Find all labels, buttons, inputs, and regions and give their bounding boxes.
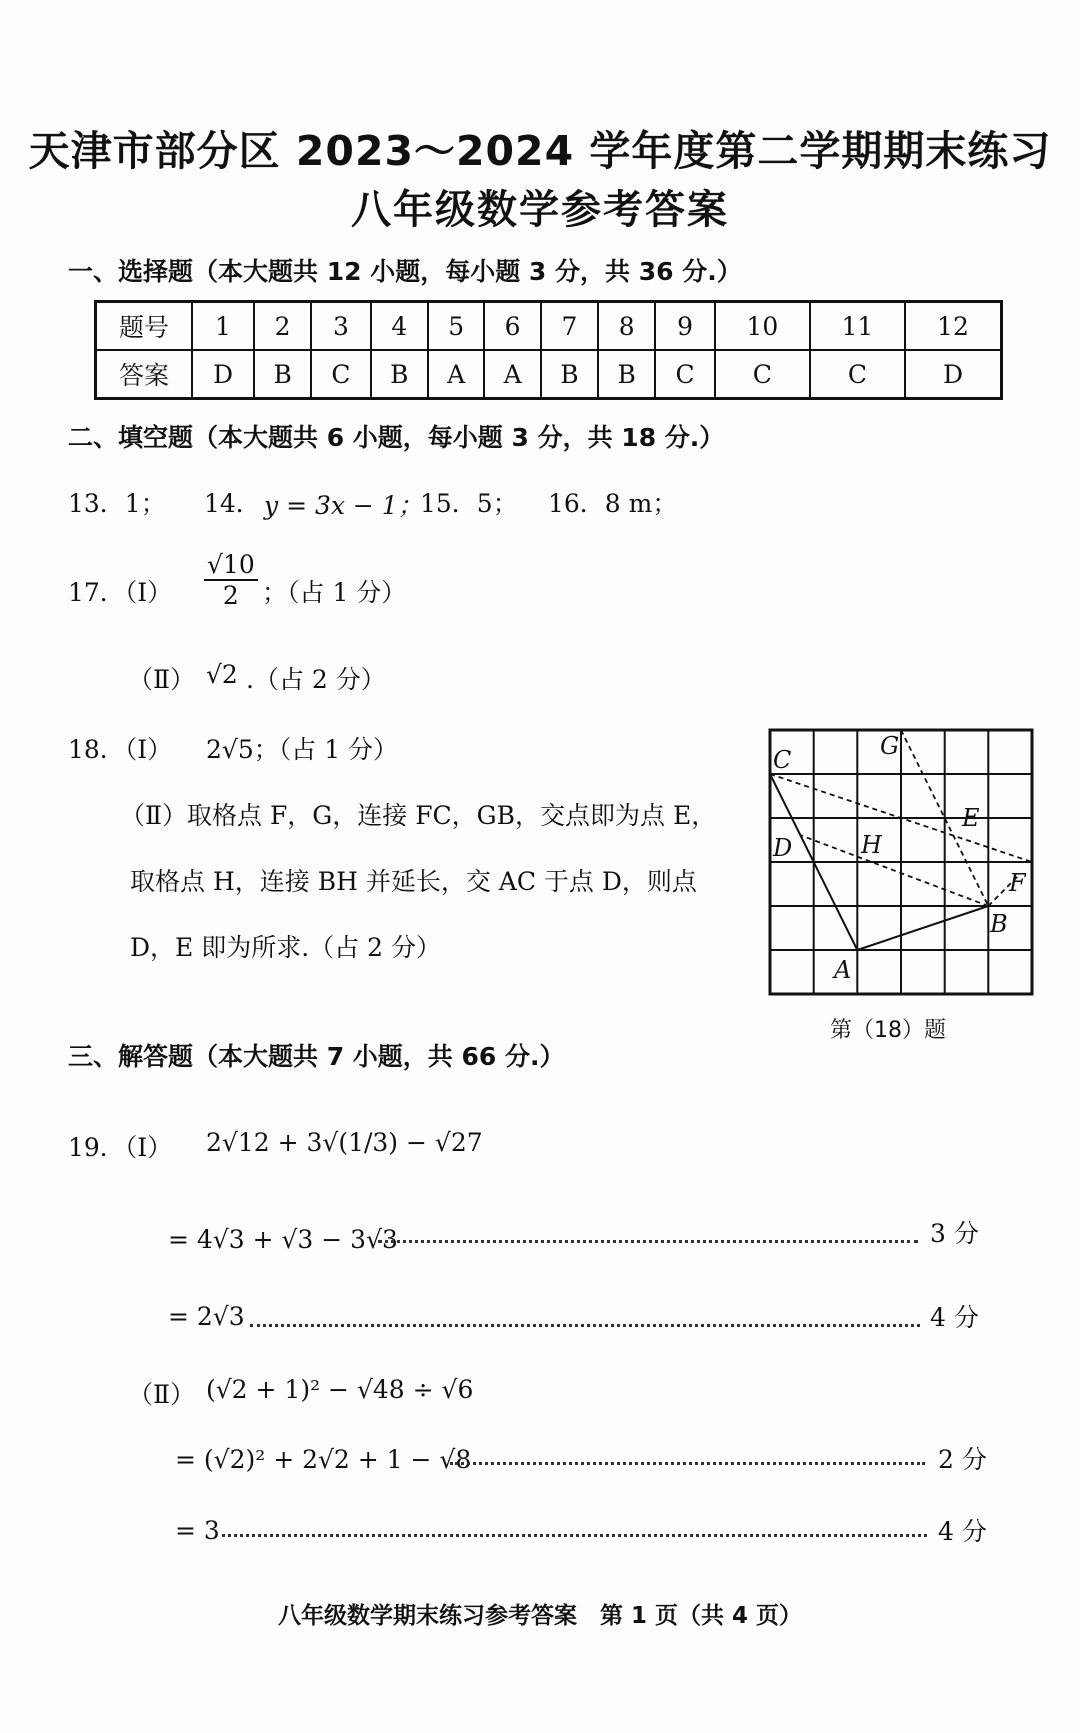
answer-table <box>94 300 1003 400</box>
table-cell: 7 <box>541 302 598 351</box>
q17-part2-answer: √2 <box>206 660 238 689</box>
q17-part1-score: ；（占 1 分） <box>262 578 407 607</box>
page-subtitle: 八年级数学参考答案 <box>351 187 729 233</box>
q17-label: 17．（Ⅰ） <box>68 578 173 607</box>
table-cell: D <box>192 350 254 399</box>
table-cell: C <box>311 350 370 399</box>
leader-dots <box>378 1240 918 1243</box>
table-cell: 4 <box>371 302 428 351</box>
row-label-answer: 答案 <box>96 350 193 399</box>
q17-part2-score: .（占 2 分） <box>246 665 386 694</box>
q18-part2-line2: 取格点 H，连接 BH 并延长，交 AC 于点 D，则点 <box>130 867 697 896</box>
q19-part1-step2: = 2√3 <box>168 1302 245 1331</box>
label-H: H <box>861 831 882 859</box>
table-cell: C <box>810 350 905 399</box>
table-cell: B <box>598 350 655 399</box>
table-cell: A <box>484 350 540 399</box>
answer-q14: y = 3x − 1； <box>264 491 423 520</box>
row-label-number: 题号 <box>96 302 193 351</box>
q19-part2-label: （Ⅱ） <box>128 1380 195 1409</box>
table-cell: B <box>541 350 598 399</box>
q18-grid-figure <box>765 725 1045 1005</box>
table-cell: 5 <box>428 302 484 351</box>
leader-dots <box>450 1462 925 1465</box>
label-E: E <box>962 804 980 832</box>
page-title: 天津市部分区 2023～2024 学年度第二学期期末练习 <box>28 127 1052 175</box>
table-cell: 8 <box>598 302 655 351</box>
table-row-numbers <box>96 302 1002 351</box>
table-cell: 3 <box>311 302 370 351</box>
leader-dots <box>250 1324 920 1327</box>
table-cell: 10 <box>715 302 810 351</box>
table-row-answers <box>96 350 1002 399</box>
q19-part1-expression: 2√12 + 3√(1/3) − √27 <box>206 1128 483 1157</box>
q19-part1-step2-score: 4 分 <box>930 1303 979 1332</box>
q18-part2-line1: （Ⅱ）取格点 F，G，连接 FC，GB，交点即为点 E， <box>120 801 717 830</box>
table-cell: 11 <box>810 302 905 351</box>
table-cell: C <box>715 350 810 399</box>
q17-part2-label: （Ⅱ） <box>128 665 195 694</box>
table-cell: B <box>254 350 311 399</box>
fraction-numerator: √10 <box>204 550 258 581</box>
section1-heading: 一、选择题（本大题共 12 小题，每小题 3 分，共 36 分.） <box>68 257 742 286</box>
table-cell: 1 <box>192 302 254 351</box>
table-cell: 2 <box>254 302 311 351</box>
table-cell: 9 <box>655 302 714 351</box>
table-cell: 12 <box>905 302 1002 351</box>
q19-label: 19．（Ⅰ） <box>68 1133 173 1162</box>
q19-part1-step1-score: 3 分 <box>930 1219 979 1248</box>
section2-heading: 二、填空题（本大题共 6 小题，每小题 3 分，共 18 分.） <box>68 423 725 452</box>
label-B: B <box>990 910 1008 938</box>
q17-part1-fraction <box>204 550 258 610</box>
answer-q13: 13．1； <box>68 489 166 518</box>
q19-part2-expression: (√2 + 1)² − √48 ÷ √6 <box>206 1375 474 1404</box>
answer-q16: 16．8 m； <box>548 489 678 518</box>
q18-part2-line3: D，E 即为所求.（占 2 分） <box>130 933 441 962</box>
label-C: C <box>773 746 792 774</box>
table-cell: C <box>655 350 714 399</box>
q19-part2-step1: = (√2)² + 2√2 + 1 − √8 <box>175 1445 472 1474</box>
q19-part2-step2: = 3 <box>175 1516 220 1545</box>
page-footer: 八年级数学期末练习参考答案 第 1 页（共 4 页） <box>277 1603 803 1629</box>
fraction-denominator: 2 <box>222 581 239 610</box>
label-F: F <box>1009 869 1026 897</box>
q19-part2-step1-score: 2 分 <box>938 1445 987 1474</box>
label-D: D <box>773 834 793 862</box>
q19-part1-step1: = 4√3 + √3 − 3√3 <box>168 1225 398 1254</box>
table-cell: A <box>428 350 484 399</box>
table-cell: D <box>905 350 1002 399</box>
answer-q15: 15．5； <box>420 489 518 518</box>
q19-part2-step2-score: 4 分 <box>938 1517 987 1546</box>
table-cell: B <box>371 350 428 399</box>
answer-q14-number: 14． <box>204 489 261 518</box>
label-A: A <box>834 956 852 984</box>
table-cell: 6 <box>484 302 540 351</box>
q18-part1: 2√5；（占 1 分） <box>206 735 399 764</box>
label-G: G <box>880 732 900 760</box>
grid-lines <box>770 730 1032 994</box>
section3-heading: 三、解答题（本大题共 7 小题，共 66 分.） <box>68 1042 565 1071</box>
leader-dots <box>222 1534 927 1537</box>
figure-caption: 第（18）题 <box>830 1018 946 1043</box>
q18-label: 18．（Ⅰ） <box>68 735 173 764</box>
